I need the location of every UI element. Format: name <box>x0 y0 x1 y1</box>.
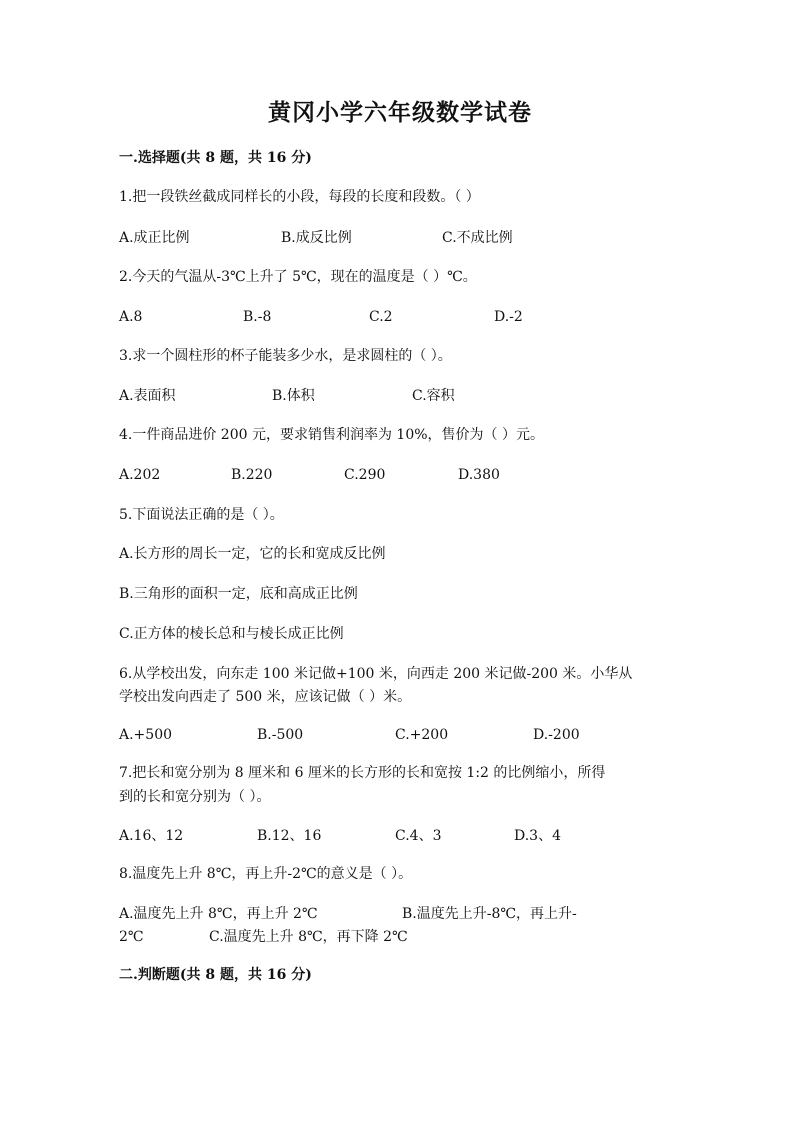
page-title: 黄冈小学六年级数学试卷 <box>268 99 532 126</box>
q5-option-c: C.正方体的棱长总和与棱长成正比例 <box>119 626 344 642</box>
q7-option-c: C.4、3 <box>395 828 442 844</box>
q2-option-a: A.8 <box>119 309 143 325</box>
q2-option-c: C.2 <box>369 309 393 325</box>
question-2: 2.今天的气温从-3℃上升了 5℃，现在的温度是（ ）℃。 <box>119 269 477 285</box>
q6-option-b: B.-500 <box>257 727 304 743</box>
question-7-line-1: 7.把长和宽分别为 8 厘米和 6 厘米的长方形的长和宽按 1:2 的比例缩小，所得 <box>119 765 606 781</box>
q5-option-b: B.三角形的面积一定，底和高成正比例 <box>119 586 358 602</box>
question-3: 3.求一个圆柱形的杯子能装多少水，是求圆柱的（ ）。 <box>119 348 452 364</box>
question-1: 1.把一段铁丝截成同样长的小段，每段的长度和段数。（ ） <box>119 189 480 205</box>
q4-option-b: B.220 <box>231 467 273 483</box>
q6-option-c: C.+200 <box>395 727 449 743</box>
q7-option-a: A.16、12 <box>119 828 184 844</box>
q3-option-c: C.容积 <box>412 388 455 404</box>
question-6-line-1: 6.从学校出发，向东走 100 米记做+100 米，向西走 200 米记做-200 米。小华从 <box>119 666 633 682</box>
q8-option-b-continued: 2℃ <box>119 929 144 945</box>
q8-option-b: B.温度先上升-8℃，再上升- <box>402 906 577 922</box>
question-4: 4.一件商品进价 200 元，要求销售利润率为 10%，售价为（ ）元。 <box>119 427 544 443</box>
q1-option-b: B.成反比例 <box>281 230 352 246</box>
q5-option-a: A.长方形的周长一定，它的长和宽成反比例 <box>119 546 386 562</box>
question-7-line-2: 到的长和宽分别为（ ）。 <box>119 789 271 805</box>
q1-option-c: C.不成比例 <box>442 230 513 246</box>
section-heading-judgement: 二.判断题(共 8 题，共 16 分) <box>119 967 312 983</box>
q4-option-d: D.380 <box>458 467 500 483</box>
q8-option-c: C.温度先上升 8℃，再下降 2℃ <box>209 929 408 945</box>
q3-option-b: B.体积 <box>272 388 315 404</box>
q7-option-d: D.3、4 <box>514 828 561 844</box>
question-8: 8.温度先上升 8℃，再上升-2℃的意义是（ ）。 <box>119 866 413 882</box>
q4-option-c: C.290 <box>344 467 386 483</box>
q1-option-a: A.成正比例 <box>119 230 190 246</box>
q2-option-b: B.-8 <box>243 309 272 325</box>
question-6-line-2: 学校出发向西走了 500 米，应该记做（ ）米。 <box>119 689 412 705</box>
q2-option-d: D.-2 <box>494 309 523 325</box>
question-5: 5.下面说法正确的是（ ）。 <box>119 507 284 523</box>
q4-option-a: A.202 <box>119 467 161 483</box>
q7-option-b: B.12、16 <box>257 828 322 844</box>
section-heading-choice: 一.选择题(共 8 题，共 16 分) <box>119 150 312 166</box>
q6-option-a: A.+500 <box>119 727 173 743</box>
q3-option-a: A.表面积 <box>119 388 176 404</box>
q6-option-d: D.-200 <box>533 727 580 743</box>
q8-option-a: A.温度先上升 8℃，再上升 2℃ <box>119 906 318 922</box>
